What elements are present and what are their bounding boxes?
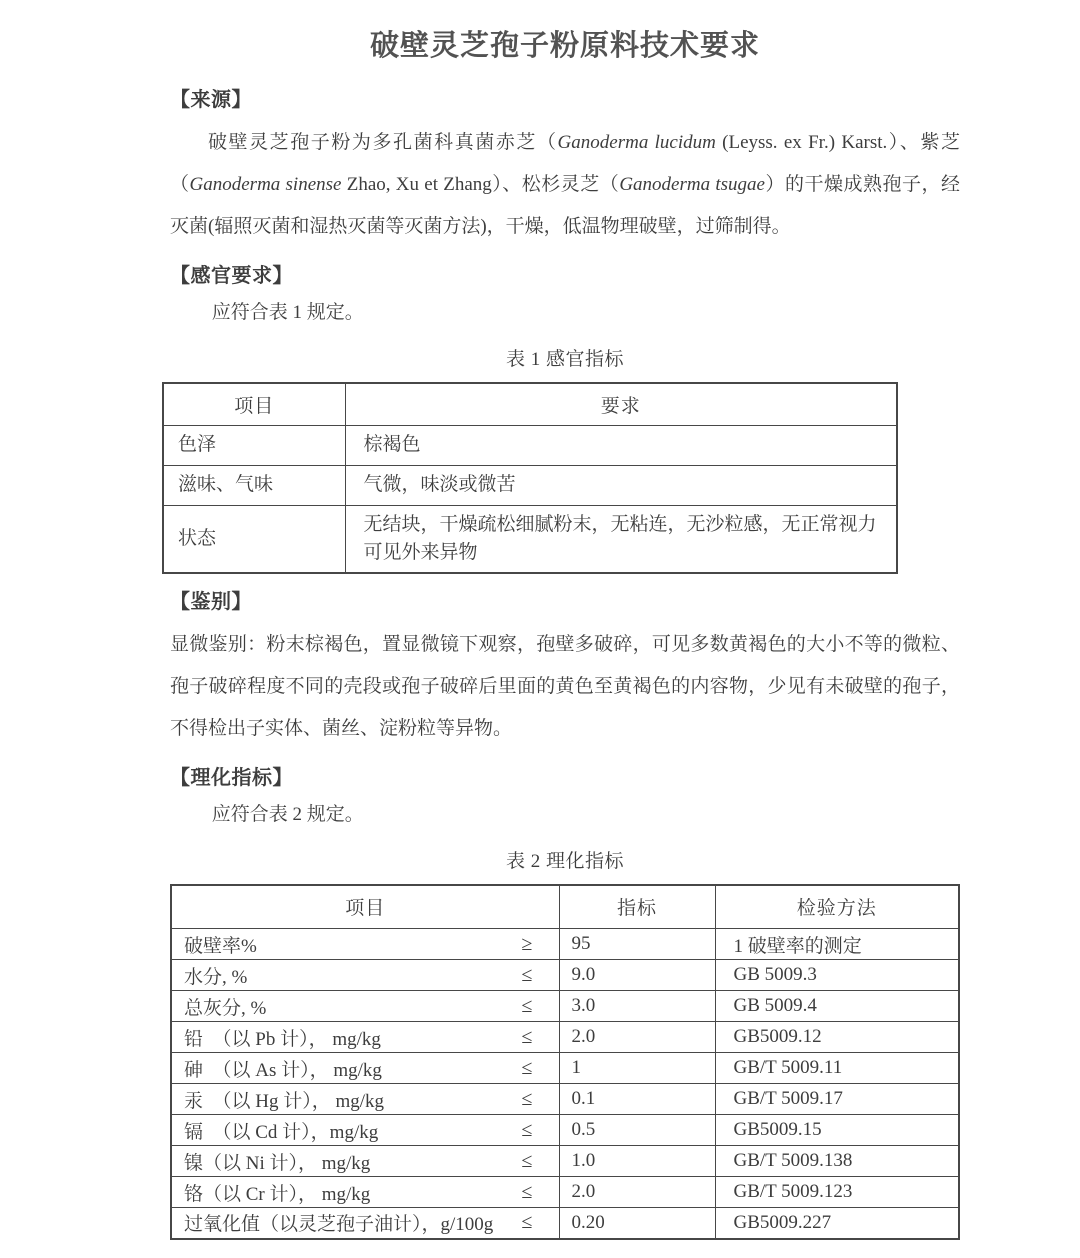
comparison-operator: ≤ <box>521 1180 533 1203</box>
cell-index-value: 0.5 <box>559 1115 715 1146</box>
item-label: 镍（以 Ni 计）， mg/kg <box>184 1152 371 1174</box>
cell-index-value: 2.0 <box>559 1177 715 1208</box>
comparison-operator: ≤ <box>521 1211 533 1234</box>
latin-species-name: Ganoderma sinense <box>189 174 342 195</box>
column-header-method: 检验方法 <box>715 885 959 929</box>
comparison-operator: ≤ <box>521 1025 533 1048</box>
source-text-segment: 破壁灵芝孢子粉为多孔菌科真菌赤芝（ <box>208 132 558 153</box>
table-row <box>171 1208 959 1239</box>
cell-method: GB/T 5009.17 <box>715 1084 959 1115</box>
item-label: 砷 （以 As 计）， mg/kg <box>184 1059 382 1081</box>
table-header-row <box>163 383 897 425</box>
cell-item <box>171 1053 559 1084</box>
comparison-operator: ≤ <box>521 1056 533 1079</box>
table-row <box>163 505 897 573</box>
cell-item <box>171 929 559 960</box>
cell-index-value: 0.1 <box>559 1084 715 1115</box>
cell-method: GB/T 5009.123 <box>715 1177 959 1208</box>
item-label: 铬（以 Cr 计）， mg/kg <box>184 1183 371 1205</box>
comparison-operator: ≥ <box>521 932 533 955</box>
cell-method: GB5009.15 <box>715 1115 959 1146</box>
item-label: 水分, % <box>184 966 248 988</box>
physicochemical-note: 应符合表 2 规定。 <box>211 803 364 825</box>
section-heading-sensory: 【感官要求】 <box>170 265 293 287</box>
table-row <box>163 465 897 505</box>
source-text-segment: ）的干燥成熟孢子，经灭菌(辐照灭菌和湿热灭菌等灭菌方法)，干燥，低温物理破壁，过筛制得。 <box>170 174 960 237</box>
cell-item <box>171 991 559 1022</box>
sensory-note: 应符合表 1 规定。 <box>211 302 364 323</box>
item-label: 铅 （以 Pb 计）， mg/kg <box>184 1028 381 1050</box>
comparison-operator: ≤ <box>521 1118 533 1141</box>
section-heading-physicochemical: 【理化指标】 <box>170 766 293 789</box>
table-row <box>171 1053 959 1084</box>
cell-index-value: 1 <box>559 1053 715 1084</box>
cell-index-value: 2.0 <box>559 1022 715 1053</box>
cell-method: 1 破壁率的测定 <box>715 929 959 960</box>
cell-index-value: 1.0 <box>559 1146 715 1177</box>
column-header-requirement: 要求 <box>345 383 897 425</box>
cell-requirement: 无结块，干燥疏松细腻粉末，无粘连，无沙粒感，无正常视力可见外来异物 <box>345 505 897 573</box>
table-row <box>171 929 959 960</box>
table-row <box>171 1084 959 1115</box>
item-label: 总灰分, % <box>184 997 267 1019</box>
cell-requirement: 气微，味淡或微苦 <box>345 465 897 505</box>
cell-method: GB5009.12 <box>715 1022 959 1053</box>
cell-item <box>171 1208 559 1239</box>
identification-paragraph: 显微鉴别：粉末棕褐色，置显微镜下观察，孢壁多破碎，可见多数黄褐色的大小不等的微粒、孢子破碎程度不同的壳段或孢子破碎后里面的黄色至黄褐色的内容物，少见有未破壁的孢子，不得检出子实体、菌丝、淀粉粒等异物。 <box>170 633 960 739</box>
cell-method: GB/T 5009.138 <box>715 1146 959 1177</box>
cell-item: 色泽 <box>163 425 345 465</box>
cell-method: GB 5009.3 <box>715 960 959 991</box>
source-paragraph <box>170 122 960 248</box>
latin-species-name: Ganoderma lucidum <box>557 132 716 153</box>
column-header-index: 指标 <box>559 885 715 929</box>
table2-caption: 表 2 理化指标 <box>505 850 624 872</box>
cell-item: 状态 <box>163 505 345 573</box>
sensory-table <box>162 382 898 574</box>
table1-caption: 表 1 感官指标 <box>505 349 624 370</box>
table-row <box>171 1177 959 1208</box>
table-row <box>171 991 959 1022</box>
comparison-operator: ≤ <box>521 1087 533 1110</box>
physicochemical-table <box>170 884 960 1240</box>
table-row <box>171 960 959 991</box>
comparison-operator: ≤ <box>521 963 533 986</box>
table-header-row <box>171 885 959 929</box>
item-label: 汞 （以 Hg 计）， mg/kg <box>184 1090 385 1112</box>
cell-item <box>171 1084 559 1115</box>
table-row <box>171 1022 959 1053</box>
section-heading-identification: 【鉴别】 <box>170 590 252 613</box>
item-label: 过氧化值（以灵芝孢子油计），g/100g <box>184 1214 494 1236</box>
item-label: 破壁率% <box>184 935 257 957</box>
document-title: 破壁灵芝孢子粉原料技术要求 <box>369 30 760 62</box>
source-text-segment: (Leyss. ex Fr.) Karst.）、紫芝（ <box>170 132 960 195</box>
item-label: 镉 （以 Cd 计），mg/kg <box>184 1121 379 1143</box>
cell-index-value: 9.0 <box>559 960 715 991</box>
cell-item <box>171 1115 559 1146</box>
cell-index-value: 95 <box>559 929 715 960</box>
cell-method: GB 5009.4 <box>715 991 959 1022</box>
cell-method: GB5009.227 <box>715 1208 959 1239</box>
cell-item <box>171 960 559 991</box>
cell-item <box>171 1146 559 1177</box>
comparison-operator: ≤ <box>521 994 533 1017</box>
cell-method: GB/T 5009.11 <box>715 1053 959 1084</box>
table-row <box>171 1146 959 1177</box>
cell-item: 滋味、气味 <box>163 465 345 505</box>
latin-species-name: Ganoderma tsugae <box>619 174 765 195</box>
source-text-segment: Zhao, Xu et Zhang）、松杉灵芝（ <box>341 174 620 195</box>
comparison-operator: ≤ <box>521 1149 533 1172</box>
cell-requirement: 棕褐色 <box>345 425 897 465</box>
table-row <box>171 1115 959 1146</box>
column-header-item: 项目 <box>171 885 559 929</box>
cell-index-value: 0.20 <box>559 1208 715 1239</box>
column-header-item: 项目 <box>163 383 345 425</box>
cell-item <box>171 1177 559 1208</box>
section-heading-source: 【来源】 <box>170 89 252 111</box>
cell-item <box>171 1022 559 1053</box>
cell-index-value: 3.0 <box>559 991 715 1022</box>
table-row <box>163 425 897 465</box>
